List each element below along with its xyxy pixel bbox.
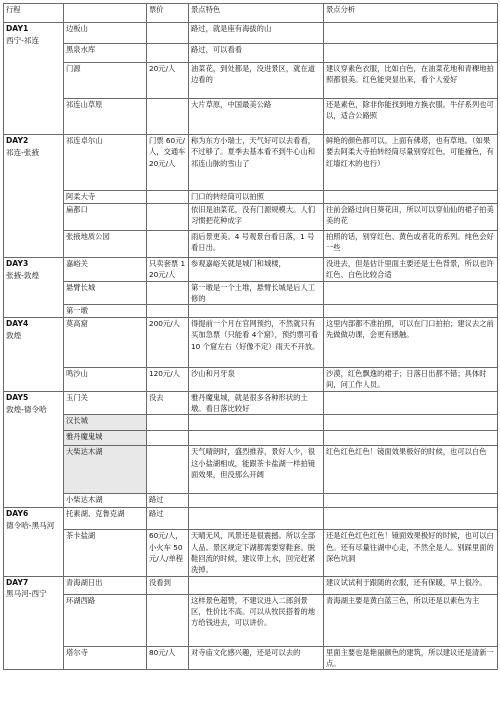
day-number: DAY5	[6, 392, 29, 402]
analysis-cell: 里面主要也是艳丽颜色的建筑，所以建议还是清新一点。	[324, 646, 498, 670]
header-price: 票价	[147, 4, 189, 23]
spot-cell: 扁都口	[64, 204, 147, 231]
analysis-cell: 还是红色红色红色！镜面效果极好的时候，也可以白色。还有尽量往湖中心走，不然全是人。别踩里面的深色坑洞	[324, 530, 498, 576]
price-cell: 没去	[147, 391, 189, 415]
analysis-cell: 拍照的话，别穿红色、黄色或者花的系列。纯色会好一些	[324, 231, 498, 258]
spot-cell: 雅丹魔鬼城	[64, 431, 147, 446]
table-row	[4, 191, 498, 204]
analysis-cell	[324, 23, 498, 44]
price-cell: 80元/人	[147, 646, 189, 670]
feature-cell	[189, 494, 324, 508]
day-cell	[4, 508, 64, 576]
day-route: 祁连-张掖	[6, 147, 40, 157]
feature-cell	[189, 576, 324, 594]
day-number: DAY3	[6, 259, 29, 268]
spot-cell: 小柴达木湖	[64, 494, 147, 508]
feature-cell: 天晴无风，风景还是很震撼。所以全部人品。景区规定下湖都需要穿鞋套。脱鞋回流的时候，建议带上水，回完赶紧洗掉。	[189, 530, 324, 576]
day-route: 黑马河-西宁	[6, 589, 47, 599]
day-cell	[4, 23, 64, 135]
day-number: DAY4	[6, 319, 29, 329]
analysis-cell: 鲜艳的颜色都可以。上面有佛塔，也有草地。（如果要去阿柔大寺拍转经筒尽量别穿红色，可能撞色，有红墙红木的也行）	[324, 135, 498, 191]
table-row	[4, 135, 498, 191]
table-row	[4, 44, 498, 63]
price-cell: 门票 60元/人，交通车 20元/人	[147, 135, 189, 191]
spot-cell: 青海湖日出	[64, 576, 147, 594]
day-route: 敦煌-德令哈	[6, 404, 47, 414]
spot-cell: 悬臂长城	[64, 281, 147, 305]
feature-cell: 天气晴朗时，盛烈推荐，景好人少，很这小盐湖相成，能跟茶卡盐湖一样拍镜面效果，但没那么开阔	[189, 446, 324, 494]
spot-cell: 塔尔寺	[64, 646, 147, 670]
price-cell: 没看到	[147, 576, 189, 594]
feature-cell: 对寺庙文化感兴趣，还是可以去的	[189, 646, 324, 670]
feature-cell: 依旧是油菜花，没有门源规模大。人们习惯把花种成字	[189, 204, 324, 231]
day-number: DAY1	[6, 24, 29, 33]
day-route: 西宁-祁连	[6, 35, 40, 45]
table-row	[4, 231, 498, 258]
spot-cell: 大柴达木湖	[64, 446, 147, 494]
analysis-cell	[324, 494, 498, 508]
header-feature: 景点特色	[189, 4, 324, 23]
analysis-cell: 建议试试利于跟随的衣服，还有保暖，早上很冷。	[324, 576, 498, 594]
table-row	[4, 368, 498, 392]
spot-cell: 玉门关	[64, 391, 147, 415]
price-cell	[147, 191, 189, 204]
analysis-cell	[324, 44, 498, 63]
analysis-cell	[324, 305, 498, 318]
feature-cell: 大片草原，中国最美公路	[189, 99, 324, 135]
analysis-cell: 建议穿素色衣服，比如白色，在油菜花地和青稞地拍照都很美。红色能突显出来，看个人爱好	[324, 63, 498, 99]
table-row	[4, 508, 498, 530]
table-row	[4, 646, 498, 670]
table-row	[4, 305, 498, 318]
day-cell	[4, 576, 64, 670]
price-cell: 只卖套票 120元/人	[147, 258, 189, 282]
spot-cell: 黑泉水库	[64, 44, 147, 63]
analysis-cell: 青海湖主要是黄白蓝三色，所以还是以素色为主	[324, 594, 498, 646]
price-cell	[147, 281, 189, 305]
table-row	[4, 204, 498, 231]
day-number: DAY7	[6, 577, 29, 587]
day-cell	[4, 318, 64, 392]
spot-cell: 门源	[64, 63, 147, 99]
day-cell	[4, 258, 64, 318]
table-row	[4, 391, 498, 415]
price-cell	[147, 446, 189, 494]
day-route: 敦煌	[6, 330, 22, 340]
feature-cell	[189, 415, 324, 431]
spot-cell: 莫高窟	[64, 318, 147, 368]
feature-cell: 路过，就是座有海拔的山	[189, 23, 324, 44]
price-cell	[147, 204, 189, 231]
table-row	[4, 431, 498, 446]
table-row	[4, 594, 498, 646]
analysis-cell	[324, 415, 498, 431]
spot-cell: 茶卡盐湖	[64, 530, 147, 576]
analysis-cell: 往前会路过向日葵花田，所以可以穿仙仙的裙子拍美美的花	[324, 204, 498, 231]
analysis-cell	[324, 391, 498, 415]
price-cell	[147, 431, 189, 446]
spot-cell: 环湖西路	[64, 594, 147, 646]
table-row	[4, 258, 498, 282]
analysis-cell: 红色红色红色！镜面效果极好的时候，也可以白色	[324, 446, 498, 494]
spot-cell: 嘉峪关	[64, 258, 147, 282]
price-cell	[147, 594, 189, 646]
price-cell	[147, 415, 189, 431]
feature-cell: 油菜花，到处都是，没进景区，就在道边看的	[189, 63, 324, 99]
spot-cell: 汉长城	[64, 415, 147, 431]
price-cell: 200元/人	[147, 318, 189, 368]
price-cell	[147, 305, 189, 318]
spot-cell: 托素湖、克鲁克湖	[64, 508, 147, 530]
analysis-cell	[324, 281, 498, 305]
day-cell	[4, 135, 64, 258]
day-route: 德令哈-黑马河	[6, 521, 55, 531]
spot-cell: 张掖地质公园	[64, 231, 147, 258]
day-number: DAY6	[6, 509, 29, 519]
feature-cell	[189, 431, 324, 446]
analysis-cell: 还是素色，除非你能找到地方换衣服。牛仔系列也可以，适合公路照	[324, 99, 498, 135]
table-row	[4, 63, 498, 99]
spot-cell: 祁连卓尔山	[64, 135, 147, 191]
feature-cell: 称为东方小瑞士，天气好可以去看看，不过够了。夏季去基本看不到牛心山和祁连山脉的雪山了	[189, 135, 324, 191]
table-row	[4, 494, 498, 508]
day-cell	[4, 391, 64, 508]
analysis-cell	[324, 431, 498, 446]
table-row	[4, 99, 498, 135]
spot-cell: 第一墩	[64, 305, 147, 318]
feature-cell	[189, 305, 324, 318]
feature-cell: 参观嘉峪关就是城门和城楼，	[189, 258, 324, 282]
day-route: 张掖-敦煌	[6, 270, 40, 280]
feature-cell: 雨后景更美。4 号观景台看日落，1 号看日出。	[189, 231, 324, 258]
feature-cell: 第一墩是一个土堆，悬臂长城是后人工修的	[189, 281, 324, 305]
price-cell	[147, 44, 189, 63]
price-cell: 路过	[147, 494, 189, 508]
header-analysis: 景点分析	[324, 4, 498, 23]
feature-cell	[189, 508, 324, 530]
price-cell: 120元/人	[147, 368, 189, 392]
price-cell	[147, 231, 189, 258]
spot-cell: 阿柔大寺	[64, 191, 147, 204]
feature-cell: 门口的转经筒可以拍照	[189, 191, 324, 204]
spot-cell: 边板山	[64, 23, 147, 44]
table-row	[4, 23, 498, 44]
table-row	[4, 530, 498, 576]
analysis-cell: 沙漠，红色飘逸的裙子；日落日出都不错；具体时间，问工作人员。	[324, 368, 498, 392]
feature-cell: 沙山和月牙泉	[189, 368, 324, 392]
table-row	[4, 281, 498, 305]
spot-cell: 鸣沙山	[64, 368, 147, 392]
table-row	[4, 318, 498, 368]
analysis-cell	[324, 508, 498, 530]
table-row	[4, 415, 498, 431]
day-number: DAY2	[6, 136, 29, 145]
price-cell: 20元/人	[147, 63, 189, 99]
table-header-row	[4, 4, 498, 23]
analysis-cell: 没进去，但是估计里面主要还是土色背景，所以也许红色、白色比较合适	[324, 258, 498, 282]
analysis-cell	[324, 191, 498, 204]
price-cell	[147, 23, 189, 44]
table-row	[4, 446, 498, 494]
itinerary-table	[3, 3, 498, 670]
feature-cell: 这样景色超赞，不建议进入二郎剑景区，性价比不高。可以从牧民搭着的地方给钱进去，可以讲价。	[189, 594, 324, 646]
feature-cell: 雅丹魔鬼城，就是很多各种形状的土墩。看日落比较好	[189, 391, 324, 415]
price-cell: 路过	[147, 508, 189, 530]
price-cell: 60元/人，小火车 50 元/人/单程	[147, 530, 189, 576]
feature-cell: 得提前一个月在官网预约，不然就只有买加急票（只能看 4个窟），预约票可看 10 个窟左右（好像不定）雨天不开放。	[189, 318, 324, 368]
header-route: 行程	[4, 4, 64, 23]
analysis-cell: 这里内部都不准拍照，可以在门口拍拍；建议去之前先做做功课，会更有感触。	[324, 318, 498, 368]
feature-cell: 路过，可以看看	[189, 44, 324, 63]
table-row	[4, 576, 498, 594]
price-cell	[147, 99, 189, 135]
spot-cell: 祁连山草原	[64, 99, 147, 135]
header-spot	[64, 4, 147, 23]
